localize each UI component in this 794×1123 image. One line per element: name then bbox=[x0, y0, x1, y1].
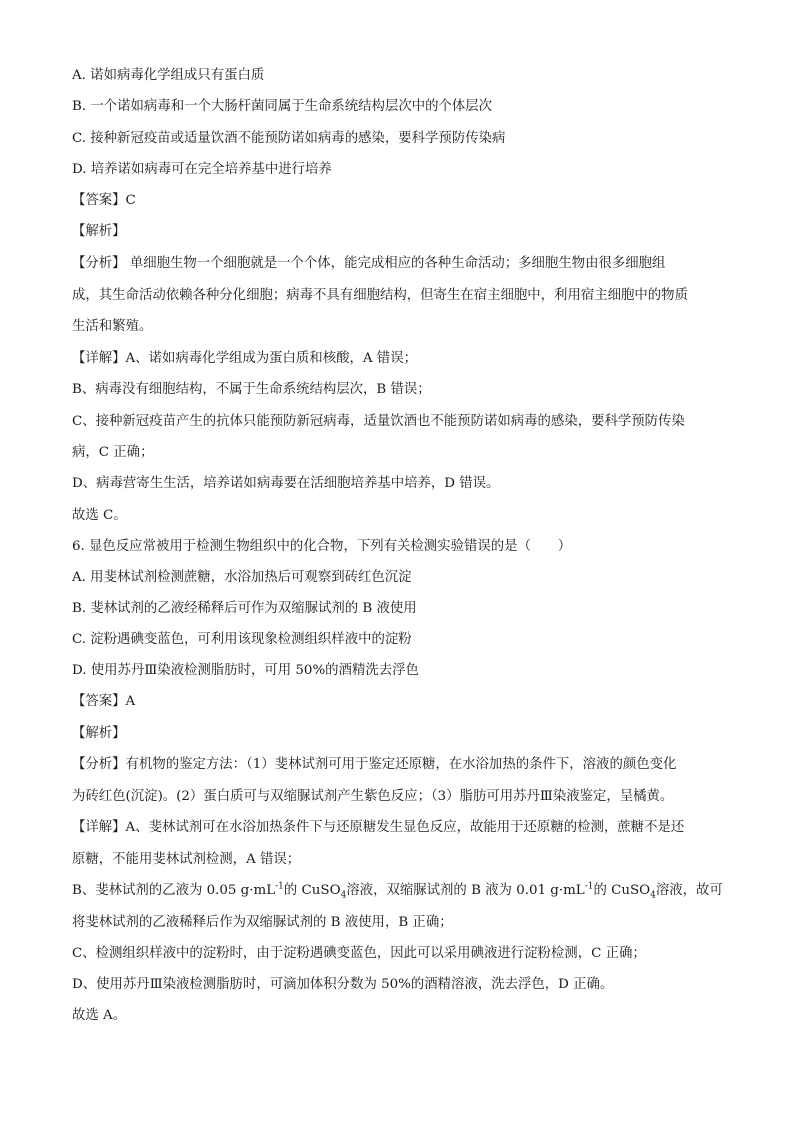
q6-xj-b-sub-2: 4 bbox=[650, 890, 656, 901]
q6-option-b: B. 斐林试剂的乙液经稀释后可作为双缩脲试剂的 B 液使用 bbox=[72, 601, 417, 616]
q5-xiangjie-c-cont: 病，C 正确； bbox=[72, 445, 154, 460]
q5-conclusion: 故选 C。 bbox=[72, 508, 127, 523]
q5-xiangjie-b: B、病毒没有细胞结构，不属于生命系统结构层次，B 错误； bbox=[72, 382, 431, 397]
q6-option-a: A. 用斐林试剂检测蔗糖，水浴加热后可观察到砖红色沉淀 bbox=[72, 570, 412, 585]
q5-option-d: D. 培养诺如病毒可在完全培养基中进行培养 bbox=[72, 162, 332, 177]
q5-option-b: B. 一个诺如病毒和一个大肠杆菌同属于生命系统结构层次中的个体层次 bbox=[72, 99, 493, 114]
q6-answer: 【答案】A bbox=[72, 694, 136, 709]
q6-analysis-label: 【解析】 bbox=[72, 726, 126, 741]
q5-fenxi-line-2: 成，其生命活动依赖各种分化细胞；病毒不具有细胞结构，但寄生在宿主细胞中，利用宿主细胞中的物质 bbox=[72, 288, 688, 303]
q6-xiangjie-a-line-2: 原糖，不能用斐林试剂检测，A 错误； bbox=[72, 852, 301, 867]
q6-xj-b-sub-1: 4 bbox=[340, 890, 347, 901]
q5-answer: 【答案】C bbox=[72, 193, 136, 208]
q6-xj-b-text-5: 溶液，故可 bbox=[655, 883, 723, 898]
q6-xj-b-sup-2: -1 bbox=[584, 881, 594, 892]
q6-fenxi-line-1: 【分析】有机物的鉴定方法：（1）斐林试剂可用于鉴定还原糖，在水浴加热的条件下，溶液的颜色变化 bbox=[72, 757, 677, 772]
q6-xiangjie-b-line-2: 将斐林试剂的乙液稀释后作为双缩脲试剂的 B 液使用，B 正确； bbox=[72, 915, 453, 930]
q6-conclusion: 故选 A。 bbox=[72, 1008, 127, 1023]
q6-xj-b-text-4: 的 CuSO bbox=[593, 883, 651, 898]
q6-xj-b-text-1: B、斐林试剂的乙液为 0.05 g·mL bbox=[72, 883, 276, 898]
q6-option-d: D. 使用苏丹Ⅲ染液检测脂肪时，可用 50%的酒精洗去浮色 bbox=[72, 663, 419, 678]
q5-xiangjie-c: C、接种新冠疫苗产生的抗体只能预防新冠病毒，适量饮酒也不能预防诺如病毒的感染，要科学预防传染 bbox=[72, 414, 685, 429]
q5-option-a: A. 诺如病毒化学组成只有蛋白质 bbox=[72, 68, 265, 83]
q6-stem: 6. 显色反应常被用于检测生物组织中的化合物，下列有关检测实验错误的是（ ） bbox=[72, 539, 572, 554]
q5-fenxi-line-3: 生活和繁殖。 bbox=[72, 319, 153, 334]
q5-option-c: C. 接种新冠疫苗或适量饮酒不能预防诺如病毒的感染，要科学预防传染病 bbox=[72, 131, 506, 146]
q5-analysis-label: 【解析】 bbox=[72, 224, 126, 239]
q5-xiangjie-a: 【详解】A、诺如病毒化学组成为蛋白质和核酸，A 错误； bbox=[72, 351, 417, 366]
q6-xiangjie-b-line-1 bbox=[72, 882, 723, 900]
q6-xj-b-sup-1: -1 bbox=[275, 881, 284, 892]
q6-xj-b-text-3: 溶液，双缩脲试剂的 B 液为 0.01 g·mL bbox=[346, 883, 585, 898]
q6-xiangjie-a-line-1: 【详解】A、斐林试剂可在水浴加热条件下与还原糖发生显色反应，故能用于还原糖的检测，蔗糖不是还 bbox=[72, 820, 685, 835]
q5-fenxi-line-1: 【分析】 单细胞生物一个细胞就是一个个体，能完成相应的各种生命活动；多细胞生物由很多细胞组 bbox=[72, 256, 666, 271]
q6-option-c: C. 淀粉遇碘变蓝色，可利用该现象检测组织样液中的淀粉 bbox=[72, 632, 412, 647]
q6-xiangjie-c: C、检测组织样液中的淀粉时，由于淀粉遇碘变蓝色，因此可以采用碘液进行淀粉检测，C 正确； bbox=[72, 946, 646, 961]
q6-fenxi-line-2: 为砖红色(沉淀)。(2）蛋白质可与双缩脲试剂产生紫色反应；（3）脂肪可用苏丹Ⅲ染液鉴定，呈橘黄。 bbox=[72, 789, 674, 804]
q6-xiangjie-d: D、使用苏丹Ⅲ染液检测脂肪时，可滴加体积分数为 50%的酒精溶液，洗去浮色，D 正确。 bbox=[72, 977, 614, 992]
q6-xj-b-text-2: 的 CuSO bbox=[283, 883, 341, 898]
q5-xiangjie-d: D、病毒营寄生生活，培养诺如病毒要在活细胞培养基中培养，D 错误。 bbox=[72, 476, 500, 491]
